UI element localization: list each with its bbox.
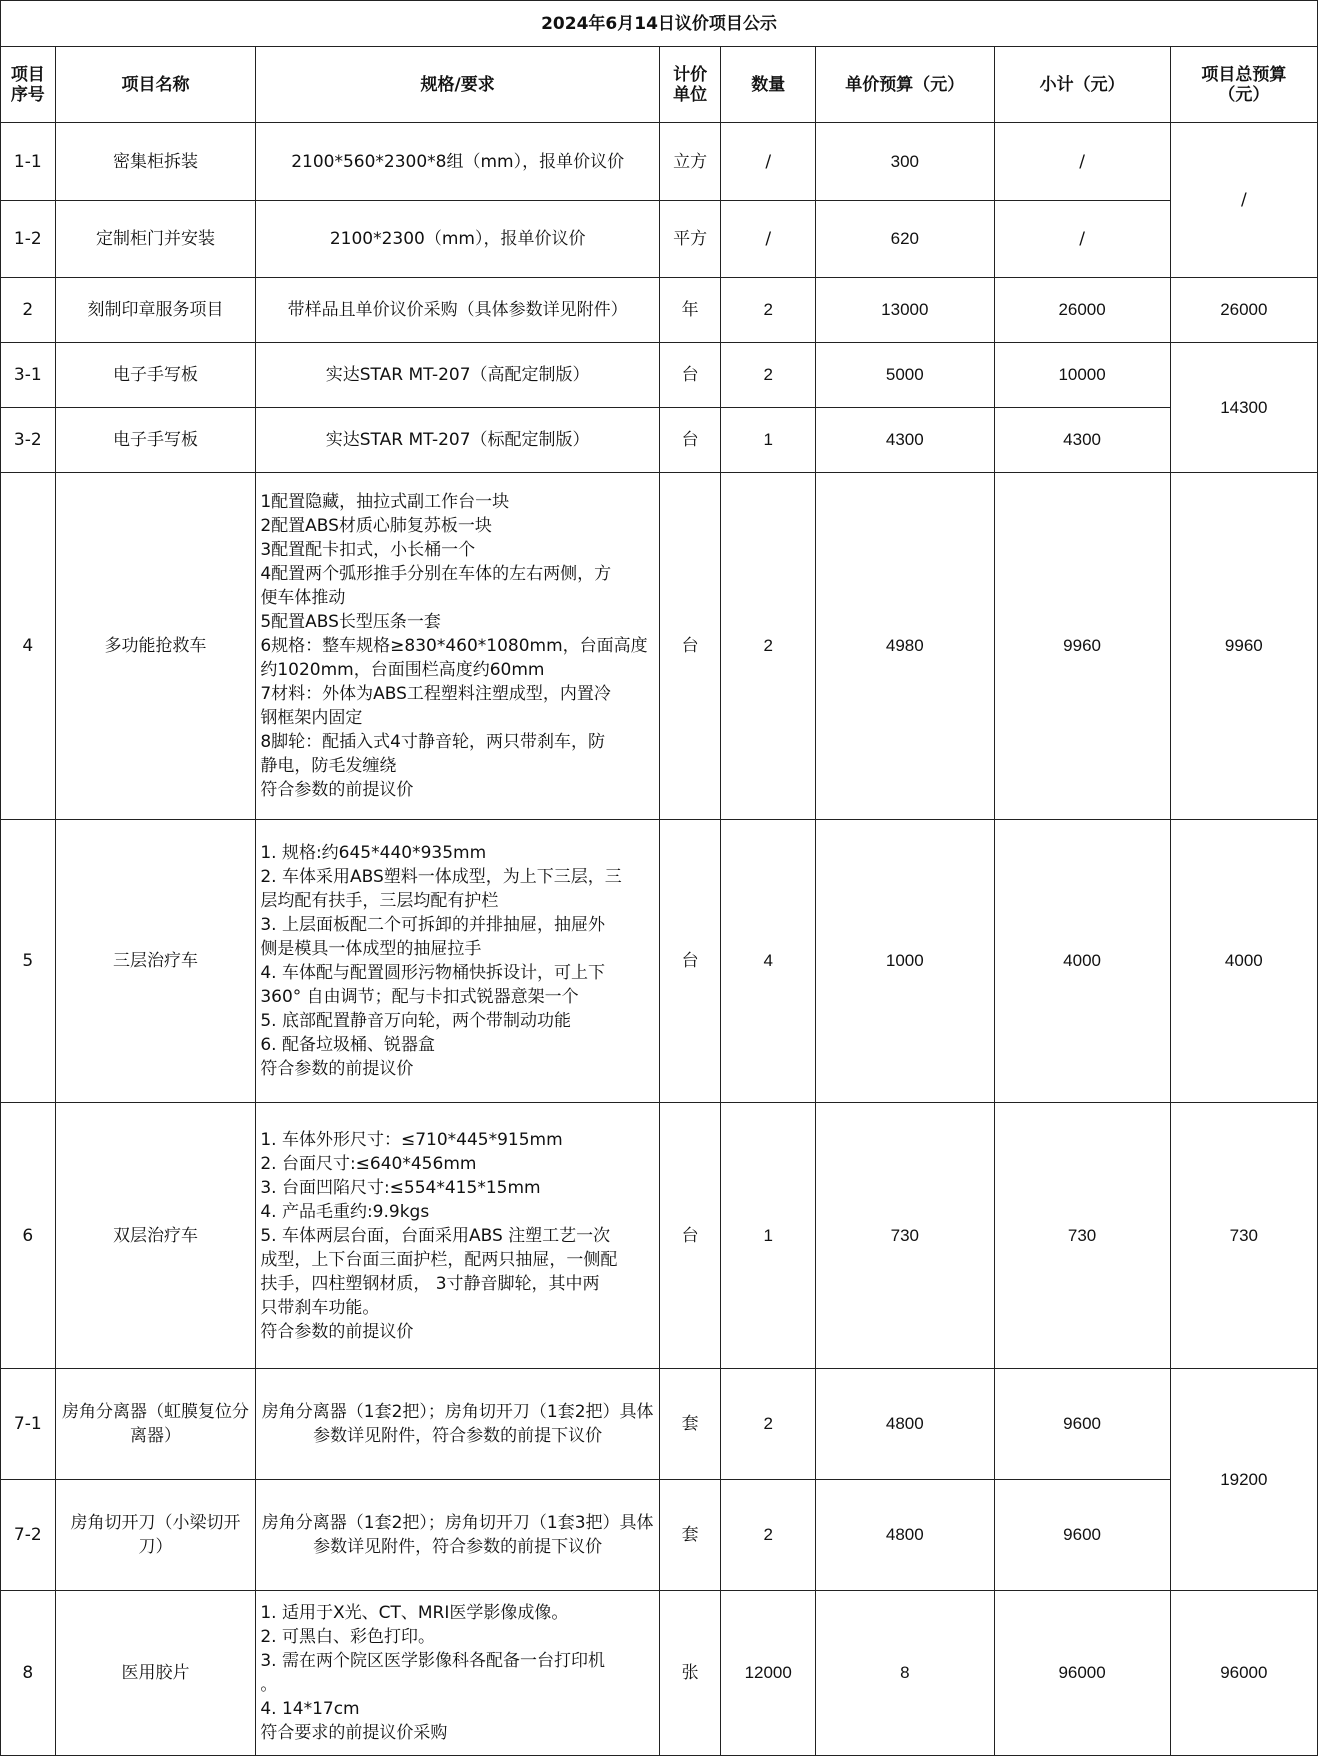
- cell-seq: 8: [1, 1591, 56, 1756]
- cell-unit: 台: [659, 820, 720, 1103]
- cell-spec: [256, 1103, 660, 1369]
- cell-qty: 2: [721, 278, 816, 343]
- cell-spec-text: 房角分离器（1套2把）；房角切开刀（1套2把）具体参数详见附件，符合参数的前提下议价: [261, 1402, 654, 1446]
- spec-line: 5. 车体两层台面，台面采用ABS 注塑工艺一次: [260, 1225, 611, 1246]
- spec-line: 侧是模具一体成型的抽屉拉手: [260, 939, 482, 959]
- cell-seq: 3-1: [1, 343, 56, 408]
- spec-line: 钢框架内固定: [260, 708, 363, 728]
- cell-name: 定制柜门并安装: [55, 201, 256, 278]
- spec-line: 5配置ABS长型压条一套: [260, 612, 441, 632]
- cell-unit-price: 5000: [816, 343, 994, 408]
- cell-qty: 2: [721, 1369, 816, 1480]
- spec-line: 2配置ABS材质心肺复苏板一块: [260, 516, 492, 536]
- cell-qty: 2: [721, 473, 816, 820]
- spec-line: 符合要求的前提议价采购: [260, 1723, 448, 1743]
- spec-line: 2. 台面尺寸:≤640*456mm: [260, 1153, 477, 1174]
- cell-qty: 1: [721, 408, 816, 473]
- table-row: [1, 820, 1318, 1103]
- spec-line: 3配置配卡扣式，小长桶一个: [260, 540, 476, 560]
- cell-name: [55, 1369, 256, 1480]
- cell-unit-price: 620: [816, 201, 994, 278]
- cell-name: 医用胶片: [55, 1591, 256, 1756]
- spec-line: 2. 车体采用ABS塑料一体成型，为上下三层，三: [260, 867, 622, 887]
- cell-unit: 台: [659, 1103, 720, 1369]
- cell-name: 电子手写板: [55, 343, 256, 408]
- cell-subtotal: 96000: [994, 1591, 1170, 1756]
- spec-line: 约1020mm，台面围栏高度约60mm: [260, 660, 545, 680]
- cell-unit: 套: [659, 1480, 720, 1591]
- spec-line: 符合参数的前提议价: [260, 1059, 414, 1079]
- header-unit-line1: 计价: [673, 64, 708, 85]
- cell-subtotal: 10000: [994, 343, 1170, 408]
- table-row: [1, 408, 1318, 473]
- cell-spec: 带样品且单价议价采购（具体参数详见附件）: [256, 278, 660, 343]
- cell-qty: /: [721, 123, 816, 201]
- cell-unit-price: 8: [816, 1591, 994, 1756]
- cell-subtotal: /: [994, 123, 1170, 201]
- cell-total: /: [1170, 123, 1317, 278]
- spec-line: 。: [260, 1675, 278, 1695]
- spec-line: 成型，上下台面三面护栏，配两只抽屉，一侧配: [260, 1249, 618, 1270]
- table-row: [1, 343, 1318, 408]
- table-row: [1, 278, 1318, 343]
- cell-unit: 张: [659, 1591, 720, 1756]
- cell-unit-price: 4800: [816, 1480, 994, 1591]
- header-total-line2: （元）: [1218, 84, 1270, 105]
- cell-spec: [256, 820, 660, 1103]
- cell-name-text: 房角分离器（虹膜复位分离器）: [61, 1402, 249, 1446]
- cell-unit: 台: [659, 473, 720, 820]
- cell-subtotal: 4300: [994, 408, 1170, 473]
- header-unit-price: 单价预算（元）: [816, 47, 994, 123]
- header-unit-line2: 单位: [673, 84, 708, 105]
- cell-spec-text: 房角分离器（1套2把）；房角切开刀（1套3把）具体参数详见附件，符合参数的前提下议价: [261, 1513, 654, 1557]
- cell-unit: 立方: [659, 123, 720, 201]
- cell-subtotal: 730: [994, 1103, 1170, 1369]
- cell-name: 多功能抢救车: [55, 473, 256, 820]
- cell-total: 26000: [1170, 278, 1317, 343]
- cell-qty: /: [721, 201, 816, 278]
- cell-qty: 2: [721, 343, 816, 408]
- title-row: [1, 1, 1318, 47]
- cell-spec: 实达STAR MT-207（标配定制版）: [256, 408, 660, 473]
- spec-line: 1. 适用于X光、CT、MRI医学影像成像。: [260, 1603, 569, 1623]
- cell-spec: 2100*560*2300*8组（mm），报单价议价: [256, 123, 660, 201]
- cell-subtotal: /: [994, 201, 1170, 278]
- header-spec: 规格/要求: [256, 47, 660, 123]
- cell-unit-price: 4300: [816, 408, 994, 473]
- cell-name: [55, 1480, 256, 1591]
- cell-unit: 台: [659, 343, 720, 408]
- spec-line: 扶手，四柱塑钢材质， 3寸静音脚轮，其中两: [260, 1273, 600, 1294]
- spec-line: 2. 可黑白、彩色打印。: [260, 1627, 435, 1647]
- cell-spec: 2100*2300（mm），报单价议价: [256, 201, 660, 278]
- cell-unit: 平方: [659, 201, 720, 278]
- cell-spec: [256, 473, 660, 820]
- spec-line: 层均配有扶手，三层均配有护栏: [260, 891, 499, 911]
- header-seq-line1: 项目: [10, 64, 45, 85]
- cell-unit-price: 13000: [816, 278, 994, 343]
- cell-unit-price: 1000: [816, 820, 994, 1103]
- cell-total: 9960: [1170, 473, 1317, 820]
- cell-seq: 4: [1, 473, 56, 820]
- header-seq-line2: 序号: [10, 84, 45, 105]
- spec-line: 1. 车体外形尺寸：≤710*445*915mm: [260, 1129, 563, 1150]
- cell-subtotal: 9960: [994, 473, 1170, 820]
- cell-subtotal: 9600: [994, 1369, 1170, 1480]
- cell-unit-price: 730: [816, 1103, 994, 1369]
- cell-unit-price: 4980: [816, 473, 994, 820]
- cell-spec: [256, 1591, 660, 1756]
- cell-qty: 12000: [721, 1591, 816, 1756]
- cell-total: 19200: [1170, 1369, 1317, 1591]
- spec-line: 3. 台面凹陷尺寸:≤554*415*15mm: [260, 1177, 541, 1198]
- spec-line: 符合参数的前提议价: [260, 1321, 414, 1342]
- cell-qty: 2: [721, 1480, 816, 1591]
- table-row: [1, 201, 1318, 278]
- spec-line: 3. 上层面板配二个可拆卸的并排抽屉，抽屉外: [260, 915, 605, 935]
- cell-seq: 1-1: [1, 123, 56, 201]
- cell-seq: 7-2: [1, 1480, 56, 1591]
- cell-subtotal: 4000: [994, 820, 1170, 1103]
- cell-name: 电子手写板: [55, 408, 256, 473]
- spec-line: 静电，防毛发缠绕: [260, 756, 397, 776]
- cell-seq: 6: [1, 1103, 56, 1369]
- spec-line: 5. 底部配置静音万向轮，两个带制动功能: [260, 1011, 571, 1031]
- spec-line: 便车体推动: [260, 588, 346, 608]
- cell-name: 刻制印章服务项目: [55, 278, 256, 343]
- cell-unit: 年: [659, 278, 720, 343]
- spec-line: 只带刹车功能。: [260, 1297, 380, 1318]
- header-total-line1: 项目总预算: [1201, 64, 1287, 85]
- cell-unit-price: 300: [816, 123, 994, 201]
- table-row: [1, 473, 1318, 820]
- header-seq: [1, 47, 56, 123]
- spec-line: 6. 配备垃圾桶、锐器盒: [260, 1035, 435, 1055]
- header-qty: 数量: [721, 47, 816, 123]
- table-row: [1, 1480, 1318, 1591]
- spec-line: 7材料：外体为ABS工程塑料注塑成型，内置冷: [260, 684, 611, 704]
- cell-unit: 台: [659, 408, 720, 473]
- spec-line: 360° 自由调节；配与卡扣式锐器意架一个: [260, 987, 579, 1007]
- cell-name: 密集柜拆装: [55, 123, 256, 201]
- spec-line: 4. 产品毛重约:9.9kgs: [260, 1201, 430, 1222]
- cell-subtotal: 26000: [994, 278, 1170, 343]
- cell-unit-price: 4800: [816, 1369, 994, 1480]
- table-title: 2024年6月14日议价项目公示: [1, 1, 1318, 47]
- cell-seq: 1-2: [1, 201, 56, 278]
- spec-line: 6规格：整车规格≥830*460*1080mm，台面高度: [260, 636, 648, 656]
- spec-line: 1. 规格:约645*440*935mm: [260, 843, 487, 863]
- cell-total: 96000: [1170, 1591, 1317, 1756]
- spec-line: 3. 需在两个院区医学影像科各配备一台打印机: [260, 1651, 605, 1671]
- cell-total: 4000: [1170, 820, 1317, 1103]
- table-row: [1, 1103, 1318, 1369]
- header-total: [1170, 47, 1317, 123]
- cell-seq: 3-2: [1, 408, 56, 473]
- header-subtotal: 小计（元）: [994, 47, 1170, 123]
- cell-spec: 实达STAR MT-207（高配定制版）: [256, 343, 660, 408]
- cell-seq: 5: [1, 820, 56, 1103]
- cell-unit: 套: [659, 1369, 720, 1480]
- cell-spec: [256, 1480, 660, 1591]
- spec-line: 4. 14*17cm: [260, 1699, 360, 1719]
- cell-total: 14300: [1170, 343, 1317, 473]
- table-row: [1, 123, 1318, 201]
- table-row: [1, 1591, 1318, 1756]
- cell-seq: 7-1: [1, 1369, 56, 1480]
- header-name: 项目名称: [55, 47, 256, 123]
- spec-line: 4配置两个弧形推手分别在车体的左右两侧，方: [260, 564, 612, 584]
- cell-spec: [256, 1369, 660, 1480]
- cell-name: 双层治疗车: [55, 1103, 256, 1369]
- spec-line: 符合参数的前提议价: [260, 780, 414, 800]
- spec-line: 8脚轮：配插入式4寸静音轮，两只带刹车，防: [260, 732, 605, 752]
- header-row: [1, 47, 1318, 123]
- spec-line: 4. 车体配与配置圆形污物桶快拆设计，可上下: [260, 963, 605, 983]
- table-row: [1, 1369, 1318, 1480]
- cell-total: 730: [1170, 1103, 1317, 1369]
- spec-line: 1配置隐藏，抽拉式副工作台一块: [260, 492, 510, 512]
- cell-name-text: 房角切开刀（小梁切开刀）: [70, 1513, 241, 1557]
- cell-name: 三层治疗车: [55, 820, 256, 1103]
- cell-subtotal: 9600: [994, 1480, 1170, 1591]
- header-unit: [659, 47, 720, 123]
- cell-qty: 1: [721, 1103, 816, 1369]
- cell-seq: 2: [1, 278, 56, 343]
- cell-qty: 4: [721, 820, 816, 1103]
